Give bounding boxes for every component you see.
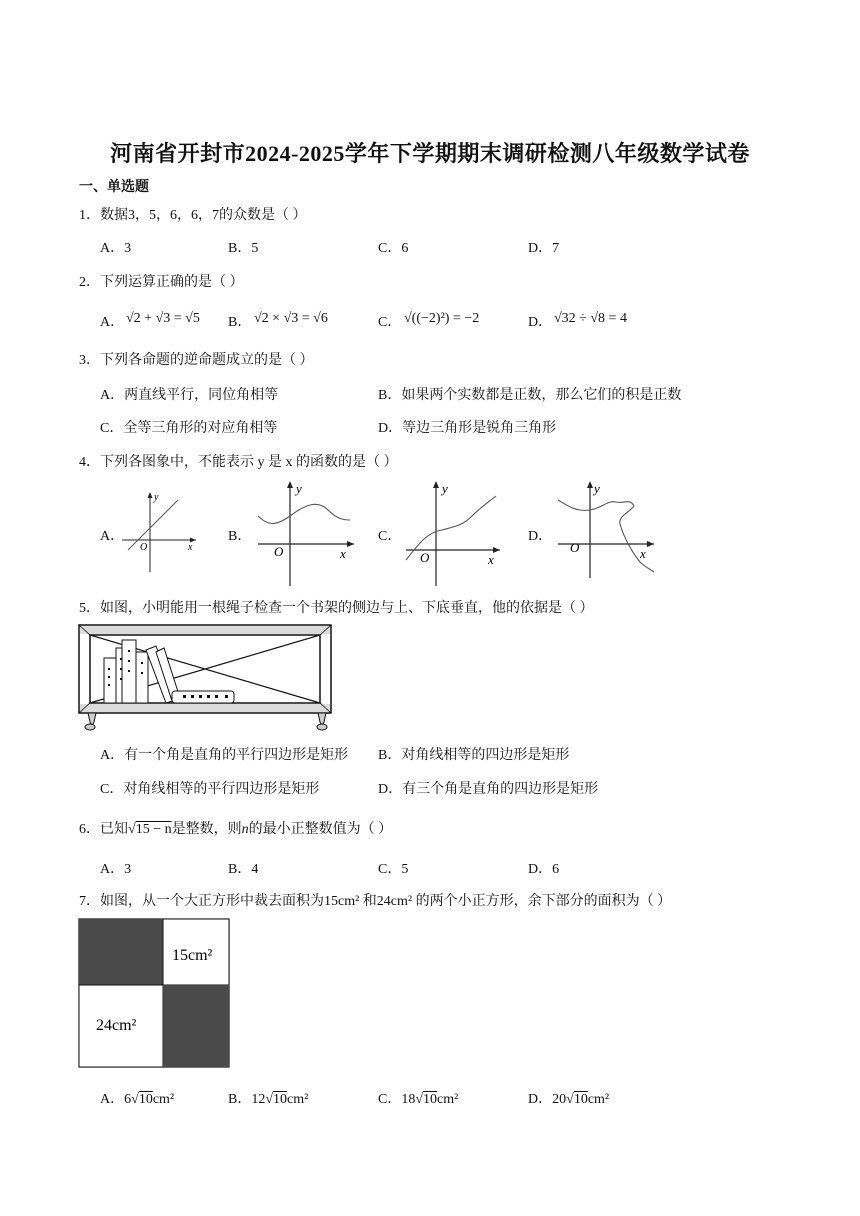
page-title: 河南省开封市2024-2025学年下学期期末调研检测八年级数学试卷	[110, 141, 750, 166]
y-label: y	[594, 481, 600, 496]
question-2-stem: 2．下列运算正确的是（ ）	[79, 275, 244, 290]
q4-graph-c	[402, 476, 506, 588]
question-3-stem: 3．下列各命题的逆命题成立的是（ ）	[79, 353, 314, 368]
q6-suffix: 的最小正整数值为（ ）	[248, 822, 393, 837]
question-4-stem: 4．下列各图象中，不能表示 y 是 x 的函数的是（ ）	[79, 455, 398, 470]
x-label: x	[188, 542, 193, 553]
q6-prefix: 6．已知	[79, 822, 128, 837]
sqrt-icon: √	[131, 1092, 139, 1107]
q2-option-d-formula: √32 ÷ √8 = 4	[554, 311, 627, 326]
sqrt-icon: √	[265, 1092, 274, 1107]
label-24cm2: 24cm²	[96, 1017, 137, 1034]
q5-option-c[interactable]: C．对角线相等的平行四边形是矩形	[100, 782, 320, 797]
question-7-stem: 7．如图，从一个大正方形中裁去面积为15cm² 和24cm² 的两个小正方形，余下部分的面积为（ ）	[79, 894, 672, 909]
q3-option-d[interactable]: D．等边三角形是锐角三角形	[378, 421, 557, 436]
q4-graph-d	[554, 476, 660, 580]
shelf-foot	[317, 724, 327, 730]
q5-option-d[interactable]: D．有三个角是直角的四边形是矩形	[378, 782, 599, 797]
q4-option-b-label[interactable]: B．	[228, 529, 252, 544]
shelf-foot	[85, 724, 95, 730]
q2-option-c-formula: √((−2)²) = −2	[404, 311, 480, 326]
book	[136, 652, 148, 703]
function-curve	[558, 500, 654, 572]
question-5-stem: 5．如图，小明能用一根绳子检查一个书架的侧边与上、下底垂直，他的依据是（ ）	[79, 601, 594, 616]
sqrt-icon: √	[415, 1092, 424, 1107]
q5-option-a[interactable]: A．有一个角是直角的平行四边形是矩形	[100, 748, 349, 763]
sqrt-icon: √	[128, 822, 136, 837]
origin-label: O	[140, 542, 148, 553]
shelf-leg	[314, 713, 326, 725]
q1-option-a[interactable]: A．3	[100, 241, 132, 256]
x-label: x	[488, 552, 494, 567]
q6-option-d[interactable]: D．6	[528, 862, 560, 877]
function-curve	[258, 504, 350, 523]
q3-option-c[interactable]: C．全等三角形的对应角相等	[100, 421, 278, 436]
q4-option-a-label[interactable]: A．	[100, 529, 125, 544]
q3-option-b[interactable]: B．如果两个实数都是正数，那么它们的积是正数	[378, 388, 682, 403]
remaining-region	[79, 919, 163, 985]
origin-label: O	[570, 540, 580, 555]
q4-option-c-label[interactable]: C．	[378, 529, 402, 544]
q4-graph-b	[254, 476, 358, 588]
q6-option-b[interactable]: B．4	[228, 862, 259, 877]
bookshelf-figure	[78, 624, 334, 732]
y-arrow-icon	[587, 481, 593, 488]
q3-option-a[interactable]: A．两直线平行，同位角相等	[100, 388, 279, 403]
book	[104, 658, 116, 703]
q6-option-a[interactable]: A．3	[100, 862, 132, 877]
q6-mid: 是整数，则	[171, 822, 242, 837]
q7-option-b[interactable]: B．12√10cm²	[228, 1092, 309, 1107]
question-6-stem	[79, 818, 392, 838]
origin-label: O	[274, 544, 284, 559]
q2-option-b-formula: √2 × √3 = √6	[254, 311, 328, 326]
y-label: y	[442, 481, 448, 496]
q7-option-d[interactable]: D．20√10cm²	[528, 1092, 610, 1107]
q1-option-d[interactable]: D．7	[528, 241, 560, 256]
sqrt-icon: √	[566, 1092, 574, 1107]
shelf-leg	[84, 713, 96, 725]
y-arrow-icon	[433, 481, 439, 488]
y-label: y	[154, 492, 159, 503]
q1-option-c[interactable]: C．6	[378, 241, 409, 256]
section-heading: 一、单选题	[79, 180, 149, 195]
q2-option-a-formula: √2 + √3 = √5	[126, 311, 200, 326]
label-15cm2: 15cm²	[172, 947, 213, 964]
book-lying	[172, 691, 234, 703]
x-arrow-icon	[347, 541, 354, 547]
x-label: x	[640, 546, 646, 561]
q1-option-b[interactable]: B．5	[228, 241, 259, 256]
q6-option-c[interactable]: C．5	[378, 862, 409, 877]
function-curve	[128, 500, 178, 550]
remaining-region	[163, 985, 229, 1067]
q4-option-d-label[interactable]: D．	[528, 529, 553, 544]
q7-option-a[interactable]: A．6√10cm²	[100, 1092, 175, 1107]
q5-option-b[interactable]: B．对角线相等的四边形是矩形	[378, 748, 570, 763]
squares-figure	[78, 918, 230, 1068]
q7-option-c[interactable]: C．18√10cm²	[378, 1092, 459, 1107]
x-label: x	[340, 546, 346, 561]
y-label: y	[296, 481, 302, 496]
q2-option-a-label[interactable]: A．	[100, 315, 125, 330]
y-arrow-icon	[148, 492, 153, 498]
question-1-stem: 1．数据3，5，6，6，7的众数是（ ）	[79, 208, 307, 223]
origin-label: O	[420, 550, 430, 565]
q2-option-b-label[interactable]: B．	[228, 315, 252, 330]
shelf-bottom-shade	[80, 704, 330, 712]
q2-option-d-label[interactable]: D．	[528, 315, 553, 330]
shelf-top-shade	[80, 626, 330, 634]
q6-var: n	[241, 822, 249, 837]
q4-graph-a	[118, 488, 200, 574]
x-arrow-icon	[493, 547, 500, 553]
q2-option-c-label[interactable]: C．	[378, 315, 402, 330]
y-arrow-icon	[287, 481, 293, 488]
q6-radicand: 15 − n	[135, 822, 172, 837]
x-arrow-icon	[647, 541, 654, 547]
